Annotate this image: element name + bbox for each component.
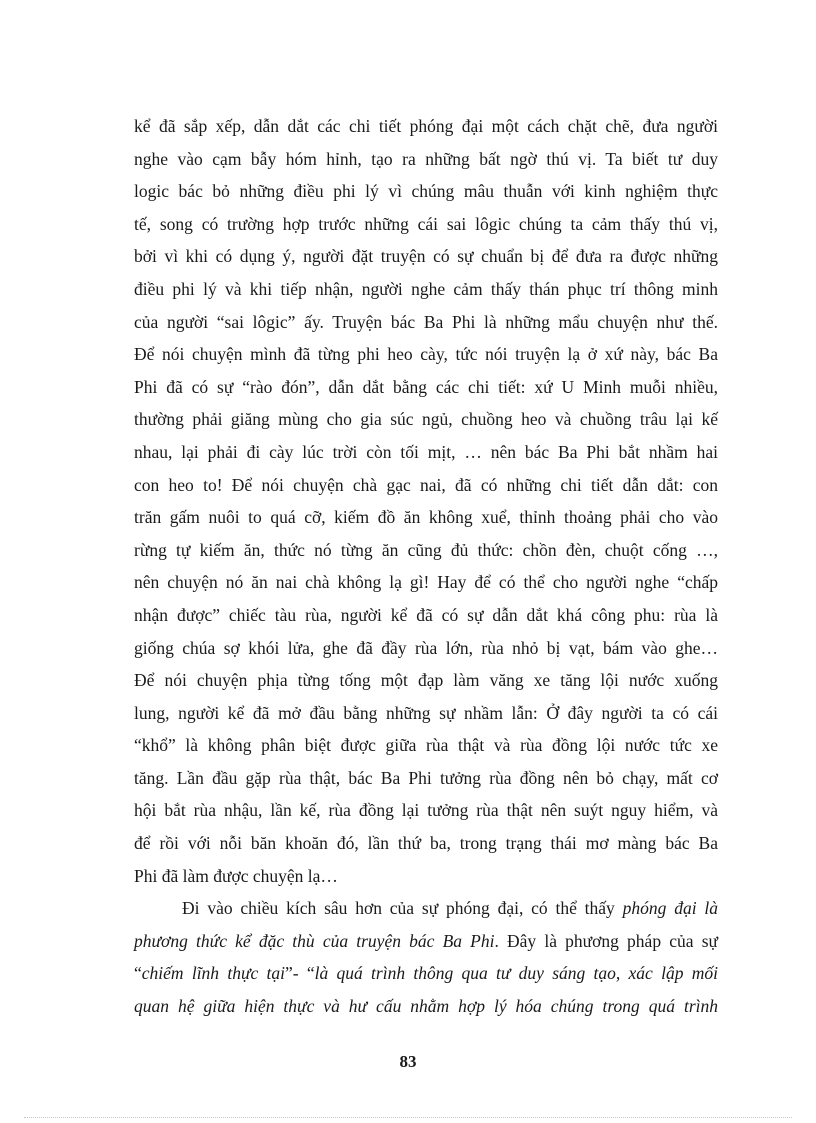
text-line (134, 273, 718, 306)
italic-text-segment: phương thức kể đặc thù của truyện bác Ba Phi (134, 930, 495, 951)
text-segment: Phi đã làm được chuyện lạ… (134, 865, 338, 886)
text-line (134, 403, 718, 436)
text-line (134, 208, 718, 241)
text-segment: “khổ” là không phân biệt được giữa rùa thật và rùa đồng lội nước tức xe (134, 735, 718, 756)
text-segment: điều phi lý và khi tiếp nhận, người nghe cảm thấy thán phục trí thông minh (134, 278, 718, 299)
text-segment: . Đây là phương pháp của sự (494, 930, 718, 951)
text-segment: Phi đã có sự “rào đón”, dẫn dắt bằng các chi tiết: xứ U Minh muỗi nhiều, (134, 376, 718, 397)
page-bottom-divider (24, 1117, 792, 1118)
text-line (134, 371, 718, 404)
text-line (134, 338, 718, 371)
text-line (134, 175, 718, 208)
text-segment: trăn gấm nuôi to quá cỡ, kiếm đồ ăn không xuể, thỉnh thoảng phải cho vào (134, 507, 718, 528)
text-line (134, 566, 718, 599)
text-segment: hội bắt rùa nhậu, lần kế, rùa đồng lại tưởng rùa thật nên suýt nguy hiểm, và (134, 800, 718, 821)
text-segment: nhận được” chiếc tàu rùa, người kể đã có sự dẫn dắt khá công phu: rùa là (134, 604, 718, 625)
text-line (134, 306, 718, 339)
text-segment: con heo to! Để nói chuyện chà gạc nai, đã có những chi tiết dẫn dắt: con (134, 474, 718, 495)
text-segment: tăng. Lần đầu gặp rùa thật, bác Ba Phi tưởng rùa đồng nên bỏ chạy, mất cơ (134, 767, 718, 788)
body-text (134, 110, 718, 1023)
text-segment: tế, song có trường hợp trước những cái sai lôgic chúng ta cảm thấy thú vị, (134, 213, 718, 234)
text-line (134, 143, 718, 176)
text-line (134, 240, 718, 273)
text-line (134, 762, 718, 795)
italic-text-segment: phóng đại là (622, 898, 718, 919)
text-line (134, 599, 718, 632)
text-segment: “ (134, 963, 142, 984)
page-number: 83 (399, 1052, 417, 1071)
text-segment: bởi vì khi có dụng ý, người đặt truyện có sự chuẩn bị để đưa ra được những (134, 246, 718, 267)
text-line (134, 892, 718, 925)
text-segment: Để nói chuyện mình đã từng phi heo cày, tức nói truyện lạ ở xứ này, bác Ba (134, 344, 718, 365)
text-segment: Đi vào chiều kích sâu hơn của sự phóng đại, có thể thấy (182, 898, 623, 919)
text-line (134, 860, 718, 893)
text-segment: thường phải giăng mùng cho gia súc ngủ, chuồng heo và chuồng trâu lại kế (134, 409, 718, 430)
text-line (134, 436, 718, 469)
text-line (134, 469, 718, 502)
text-segment: rừng tự kiếm ăn, thức nó từng ăn cũng đủ thức: chồn đèn, chuột cống …, (134, 539, 718, 560)
text-segment: để rồi với nỗi băn khoăn đó, lần thứ ba, trong trạng thái mơ màng bác Ba (134, 833, 718, 854)
text-segment: giống chúa sợ khói lửa, ghe đã đầy rùa lớn, rùa nhỏ bị vạt, bám vào ghe… (134, 637, 718, 658)
text-segment: ”- “ (285, 963, 315, 984)
text-line (134, 957, 718, 990)
italic-text-segment: quan hệ giữa hiện thực và hư cấu nhằm hợp lý hóa chúng trong quá trình (134, 996, 718, 1017)
text-segment: lung, người kể đã mở đầu bằng những sự nhầm lẫn: Ở đây người ta có cái (134, 702, 718, 723)
text-line (134, 729, 718, 762)
italic-text-segment: là quá trình thông qua tư duy sáng tạo, xác lập mối (314, 963, 718, 984)
text-line (134, 697, 718, 730)
text-line (134, 501, 718, 534)
text-line (134, 827, 718, 860)
text-line (134, 925, 718, 958)
text-line (134, 794, 718, 827)
text-segment: Để nói chuyện phịa từng tống một đạp làm văng xe tăng lội nước xuống (134, 670, 718, 691)
text-segment: nhau, lại phải đi cày lúc trời còn tối mịt, … nên bác Ba Phi bắt nhầm hai (134, 441, 718, 462)
text-segment: nên chuyện nó ăn nai chà không lạ gì! Hay để có thể cho người nghe “chấp (134, 572, 718, 593)
text-line (134, 534, 718, 567)
text-line (134, 990, 718, 1023)
italic-text-segment: chiếm lĩnh thực tại (141, 963, 285, 984)
text-segment: logic bác bỏ những điều phi lý vì chúng mâu thuẫn với kinh nghiệm thực (134, 181, 718, 202)
text-line (134, 632, 718, 665)
text-segment: của người “sai lôgic” ấy. Truyện bác Ba Phi là những mẩu chuyện như thế. (134, 311, 718, 332)
text-line (134, 110, 718, 143)
text-line (134, 664, 718, 697)
text-segment: nghe vào cạm bẫy hóm hỉnh, tạo ra những bất ngờ thú vị. Ta biết tư duy (134, 148, 718, 169)
text-segment: kể đã sắp xếp, dẫn dắt các chi tiết phóng đại một cách chặt chẽ, đưa người (134, 116, 718, 136)
